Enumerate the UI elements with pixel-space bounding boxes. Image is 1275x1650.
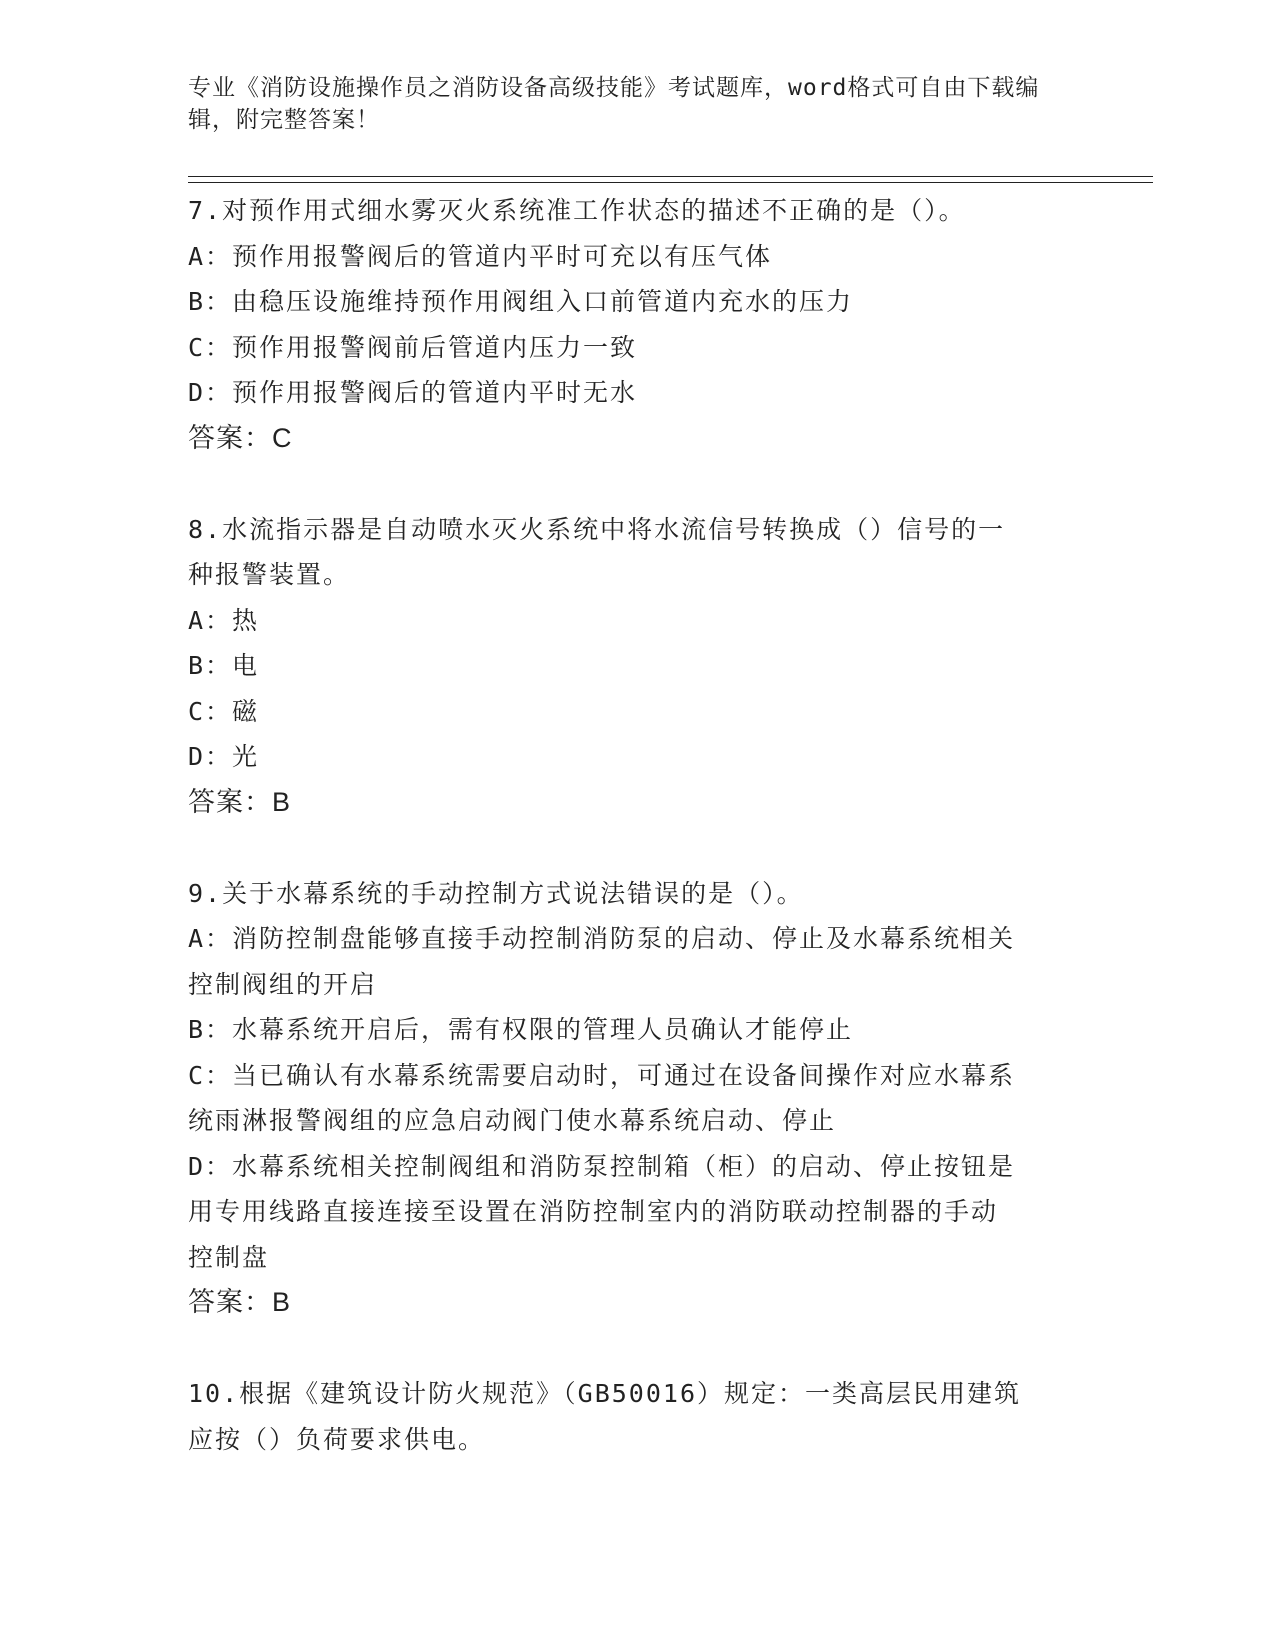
option-line: A：预作用报警阀后的管道内平时可充以有压气体 (188, 241, 773, 271)
header-divider-top (188, 176, 1153, 177)
header-divider-bottom (188, 182, 1153, 183)
header-line-2: 辑，附完整答案！ (188, 107, 380, 133)
header-line-1: 专业《消防设施操作员之消防设备高级技能》考试题库，word格式可自由下载编 (188, 75, 1040, 101)
question-block (188, 507, 1068, 826)
answer-option (188, 234, 1068, 280)
answer-option (188, 370, 1068, 416)
answer-key: 答案：B (188, 1287, 292, 1317)
question-stem: 10.根据《建筑设计防火规范》（GB50016）规定：一类高层民用建筑 (188, 1379, 1022, 1408)
question-block (188, 188, 1068, 461)
question-block (188, 871, 1068, 1326)
question-block (188, 1371, 1068, 1462)
answer-option (188, 1053, 1068, 1144)
option-line: C：磁 (188, 696, 260, 726)
question-list (188, 188, 1068, 1462)
answer-key: 答案：C (188, 422, 293, 453)
option-line: C：当已确认有水幕系统需要启动时，可通过在设备间操作对应水幕系 (188, 1060, 1016, 1090)
option-line: 用专用线路直接连接至设置在消防控制室内的消防联动控制器的手动 (188, 1197, 999, 1226)
option-line: 控制盘 (188, 1242, 270, 1272)
answer-option (188, 1007, 1068, 1053)
answer-option (188, 916, 1068, 1007)
answer-option (188, 325, 1068, 371)
answer-key: 答案：B (188, 786, 292, 817)
question-spacer (188, 1326, 1068, 1372)
option-line: A：消防控制盘能够直接手动控制消防泵的启动、停止及水幕系统相关 (188, 924, 1016, 953)
answer-option (188, 598, 1068, 644)
option-line: C：预作用报警阀前后管道内压力一致 (188, 332, 638, 362)
document-header (188, 72, 1068, 136)
question-stem: 7.对预作用式细水雾灭火系统准工作状态的描述不正确的是（）。 (188, 196, 966, 225)
answer-option (188, 734, 1068, 780)
question-stem: 应按（）负荷要求供电。 (188, 1424, 486, 1454)
question-spacer (188, 461, 1068, 507)
question-spacer (188, 825, 1068, 871)
option-line: D：预作用报警阀后的管道内平时无水 (188, 378, 638, 407)
question-stem: 种报警装置。 (188, 560, 351, 589)
option-line: D：光 (188, 742, 260, 771)
option-line: B：电 (188, 651, 260, 680)
option-line: B：水幕系统开启后，需有权限的管理人员确认才能停止 (188, 1015, 854, 1044)
option-line: A：热 (188, 605, 260, 635)
option-line: 控制阀组的开启 (188, 969, 378, 999)
answer-option (188, 279, 1068, 325)
answer-option (188, 1144, 1068, 1281)
answer-option (188, 643, 1068, 689)
option-line: B：由稳压设施维持预作用阀组入口前管道内充水的压力 (188, 287, 854, 316)
option-line: D：水幕系统相关控制阀组和消防泵控制箱（柜）的启动、停止按钮是 (188, 1151, 1016, 1181)
question-stem: 8.水流指示器是自动喷水灭火系统中将水流信号转换成（）信号的一 (188, 514, 1006, 544)
question-stem: 9.关于水幕系统的手动控制方式说法错误的是（）。 (188, 878, 804, 908)
answer-option (188, 689, 1068, 735)
option-line: 统雨淋报警阀组的应急启动阀门使水幕系统启动、停止 (188, 1106, 837, 1135)
